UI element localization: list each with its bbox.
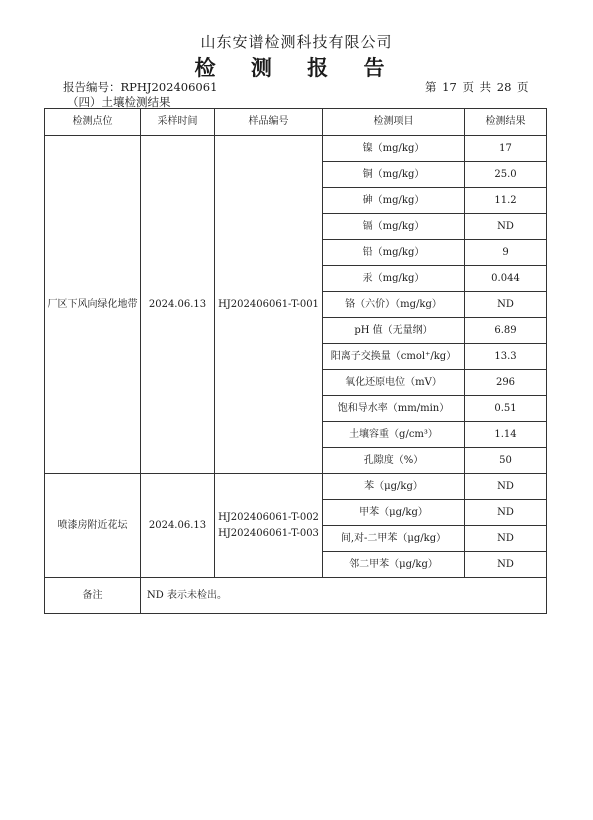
- result-cell: 17: [465, 136, 547, 162]
- table-row: [45, 474, 547, 500]
- soil-results-table: [44, 108, 547, 614]
- item-cell: 土壤容重（g/cm³）: [323, 422, 465, 448]
- item-cell: 汞（mg/kg）: [323, 266, 465, 292]
- item-cell: 间,对-二甲苯（μg/kg）: [323, 526, 465, 552]
- result-cell: 296: [465, 370, 547, 396]
- location-cell: 喷漆房附近花坛: [45, 474, 141, 578]
- result-cell: 25.0: [465, 162, 547, 188]
- note-text: ND 表示未检出。: [141, 578, 547, 614]
- time-cell: 2024.06.13: [141, 474, 215, 578]
- item-cell: 铬（六价）（mg/kg）: [323, 292, 465, 318]
- result-cell: ND: [465, 552, 547, 578]
- result-cell: 1.14: [465, 422, 547, 448]
- item-cell: 苯（μg/kg）: [323, 474, 465, 500]
- result-cell: ND: [465, 214, 547, 240]
- table-header-row: [45, 109, 547, 136]
- report-number: 报告编号：RPHJ202406061: [63, 80, 218, 94]
- col-header-result: 检测结果: [465, 109, 547, 136]
- result-cell: ND: [465, 292, 547, 318]
- note-label: 备注: [45, 578, 141, 614]
- result-cell: 0.51: [465, 396, 547, 422]
- result-cell: 13.3: [465, 344, 547, 370]
- result-cell: ND: [465, 500, 547, 526]
- item-cell: 孔隙度（%）: [323, 448, 465, 474]
- col-header-location: 检测点位: [45, 109, 141, 136]
- item-cell: 氧化还原电位（mV）: [323, 370, 465, 396]
- section-title: （四）土壤检测结果: [67, 95, 171, 109]
- note-row: [45, 578, 547, 614]
- item-cell: pH 值（无量纲）: [323, 318, 465, 344]
- result-cell: 6.89: [465, 318, 547, 344]
- item-cell: 阳离子交换量（cmol⁺/kg）: [323, 344, 465, 370]
- item-cell: 铅（mg/kg）: [323, 240, 465, 266]
- item-cell: 甲苯（μg/kg）: [323, 500, 465, 526]
- report-title: 检 测 报 告: [194, 55, 399, 80]
- result-cell: ND: [465, 474, 547, 500]
- col-header-time: 采样时间: [141, 109, 215, 136]
- sample-id-cell: [215, 474, 323, 578]
- sample-id-line: HJ202406061-T-003: [218, 527, 319, 539]
- result-cell: 50: [465, 448, 547, 474]
- time-cell: 2024.06.13: [141, 136, 215, 474]
- col-header-item: 检测项目: [323, 109, 465, 136]
- location-cell: 厂区下风向绿化地带: [45, 136, 141, 474]
- page-number: 第 17 页 共 28 页: [425, 80, 529, 94]
- sample-id-line: HJ202406061-T-002: [218, 511, 319, 523]
- result-cell: 9: [465, 240, 547, 266]
- result-cell: 11.2: [465, 188, 547, 214]
- company-name: 山东安谱检测科技有限公司: [200, 33, 393, 51]
- table-row: [45, 136, 547, 162]
- item-cell: 饱和导水率（mm/min）: [323, 396, 465, 422]
- result-cell: ND: [465, 526, 547, 552]
- col-header-sample-id: 样品编号: [215, 109, 323, 136]
- sample-id-cell: HJ202406061-T-001: [215, 136, 323, 474]
- item-cell: 邻二甲苯（μg/kg）: [323, 552, 465, 578]
- item-cell: 砷（mg/kg）: [323, 188, 465, 214]
- item-cell: 镍（mg/kg）: [323, 136, 465, 162]
- item-cell: 镉（mg/kg）: [323, 214, 465, 240]
- result-cell: 0.044: [465, 266, 547, 292]
- item-cell: 铜（mg/kg）: [323, 162, 465, 188]
